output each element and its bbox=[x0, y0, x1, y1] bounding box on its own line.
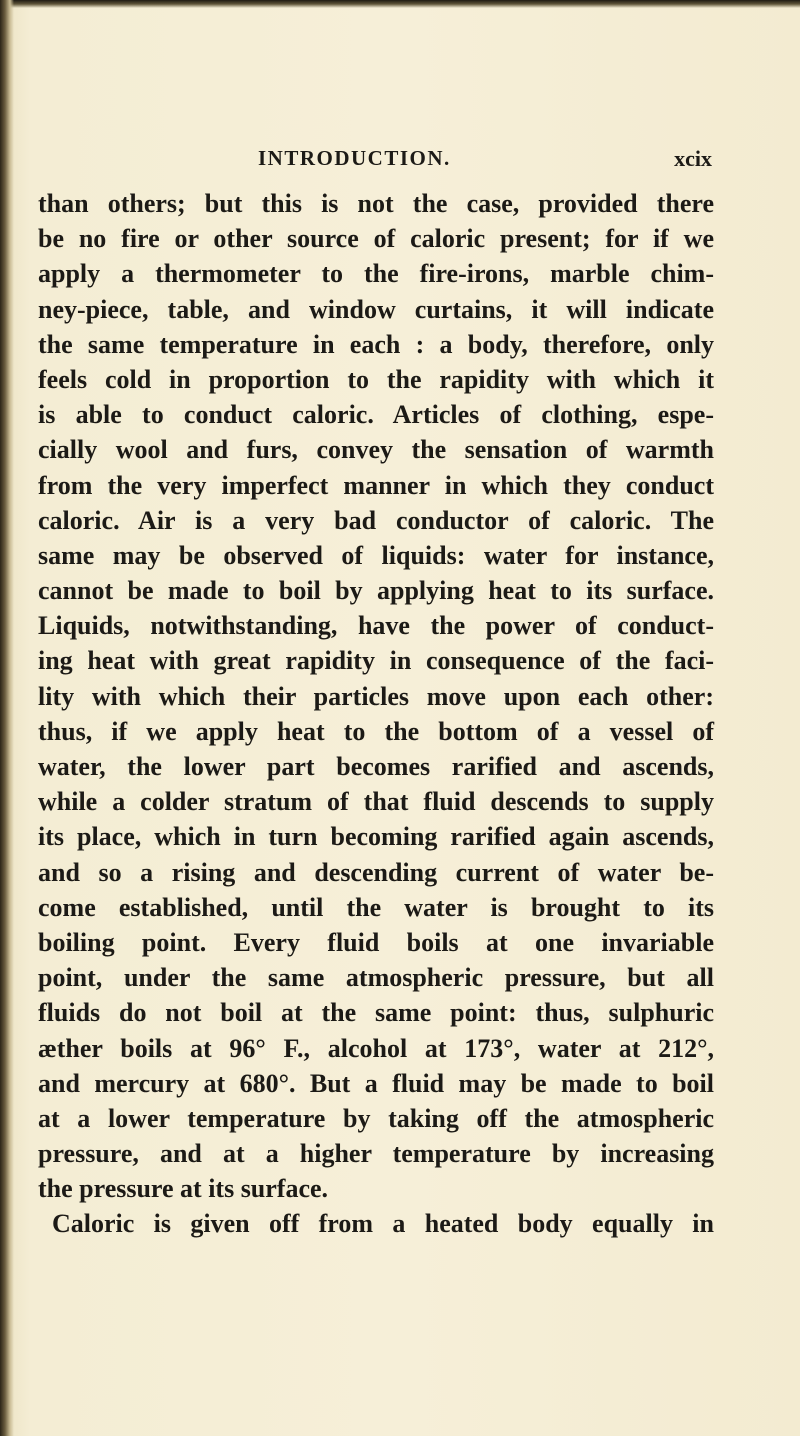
text-line: water, the lower part becomes rarified and ascends, bbox=[38, 752, 714, 781]
text-line: its place, which in turn becoming rarified again ascends, bbox=[38, 822, 714, 852]
text-line: caloric. Air is a very bad conductor of caloric. The bbox=[38, 505, 714, 535]
text-line: from the very imperfect manner in which they conduct bbox=[38, 470, 714, 500]
body-text bbox=[38, 186, 714, 1242]
text-line: the same temperature in each : a body, therefore, only bbox=[38, 329, 714, 359]
text-line: pressure, and at a higher temperature by increasing bbox=[38, 1139, 714, 1169]
text-line: while a colder stratum of that fluid descends to supply bbox=[38, 787, 714, 817]
text-line: than others; but this is not the case, provided there bbox=[38, 189, 714, 218]
binding-shadow bbox=[0, 0, 14, 1436]
text-line: æther boils at 96° F., alcohol at 173°, water at 212°, bbox=[38, 1033, 714, 1063]
text-line: feels cold in proportion to the rapidity with which it bbox=[38, 364, 714, 394]
text-line: and so a rising and descending current of water be- bbox=[38, 857, 714, 887]
text-line: ing heat with great rapidity in consequence of the faci- bbox=[38, 646, 714, 676]
text-line: at a lower temperature by taking off the atmospheric bbox=[38, 1103, 714, 1133]
text-line: lity with which their particles move upon each other: bbox=[38, 681, 714, 711]
text-line: be no fire or other source of caloric present; for if we bbox=[38, 224, 714, 254]
running-head bbox=[258, 146, 712, 174]
text-line: is able to conduct caloric. Articles of clothing, espe- bbox=[38, 400, 714, 430]
text-line: boiling point. Every fluid boils at one invariable bbox=[38, 927, 714, 957]
text-line: and mercury at 680°. But a fluid may be made to boil bbox=[38, 1068, 714, 1098]
text-line: apply a thermometer to the fire-irons, marble chim- bbox=[38, 259, 714, 289]
text-line: Liquids, notwithstanding, have the power of conduct- bbox=[38, 611, 714, 641]
text-line: point, under the same atmospheric pressure, but all bbox=[38, 963, 714, 993]
paragraph-start-line: Caloric is given off from a heated body equally in bbox=[52, 1209, 714, 1239]
text-line: ney-piece, table, and window curtains, it will indicate bbox=[38, 294, 714, 324]
text-line: fluids do not boil at the same point: thus, sulphuric bbox=[38, 998, 714, 1028]
text-line: thus, if we apply heat to the bottom of a vessel of bbox=[38, 716, 714, 746]
text-line: come established, until the water is brought to its bbox=[38, 892, 714, 922]
paragraph-end-line: the pressure at its surface. bbox=[38, 1174, 329, 1204]
text-line: cially wool and furs, convey the sensation of warmth bbox=[38, 435, 714, 465]
page-top-edge bbox=[0, 0, 800, 8]
text-line: same may be observed of liquids: water for instance, bbox=[38, 540, 714, 570]
text-line: cannot be made to boil by applying heat to its surface. bbox=[38, 576, 714, 606]
running-head-title: INTRODUCTION. bbox=[258, 146, 451, 170]
page-number: xcix bbox=[674, 146, 712, 171]
